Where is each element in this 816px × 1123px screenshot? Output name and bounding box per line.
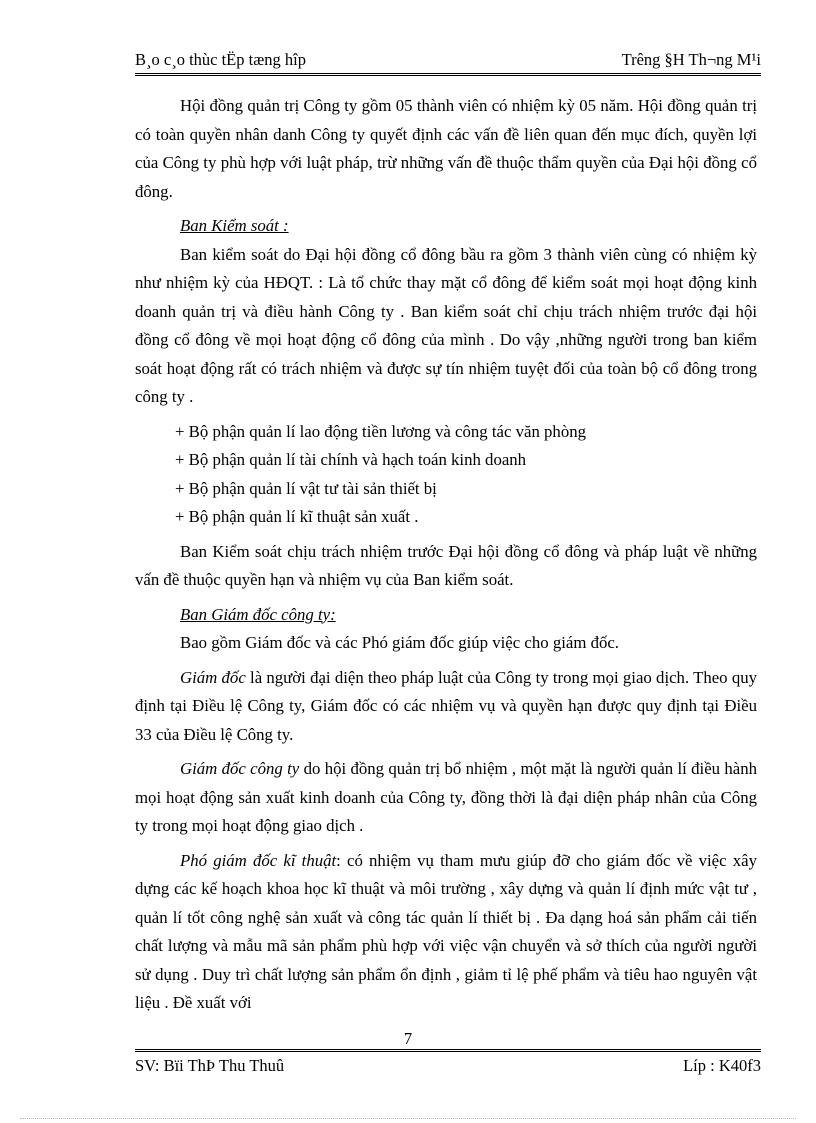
list-item: + Bộ phận quản lí tài chính và hạch toán kinh doanh — [175, 450, 527, 469]
paragraph-technical-deputy — [135, 847, 757, 1018]
department-list — [135, 418, 757, 532]
paragraph-board-of-directors: Hội đồng quản trị Công ty gồm 05 thành viên có nhiệm kỳ 05 năm. Hội đồng quản trị có toàn quyền nhân danh Công ty quyết định các vấn đề liên quan đến mục đích, quyền lợi của Công ty phù hợp với luật pháp, trừ những vấn đề thuộc thẩm quyền của Đại hội đồng cổ đông. — [135, 96, 757, 201]
footer-rule — [135, 1049, 761, 1052]
page-header — [135, 50, 761, 72]
header-rule — [135, 73, 761, 76]
paragraph-company-director-text: do hội đồng quản trị bổ nhiệm , một mặt là người quản lí điều hành mọi hoạt động sản xuất kinh doanh của Công ty, đồng thời là đại diện pháp nhân của Công ty trong mọi hoạt động giao dịch . — [135, 759, 757, 835]
header-university: Trêng §H Th¬ng M¹i — [621, 50, 761, 69]
header-report-title: B¸o c¸o thùc tËp tæng hîp — [135, 50, 306, 69]
heading-management-board-text: Ban Giám đốc công ty: — [180, 604, 336, 624]
list-item: + Bộ phận quản lí kĩ thuật sản xuất . — [175, 507, 419, 526]
document-body — [135, 92, 757, 1018]
page-footer — [135, 1056, 761, 1078]
page-boundary-line — [20, 1118, 796, 1119]
page-number: 7 — [403, 1029, 413, 1048]
paragraph-technical-deputy-text: : có nhiệm vụ tham mưu giúp đỡ cho giám đốc về việc xây dựng các kế hoạch khoa học kĩ thuật và môi trường , xây dựng và quản lí định mức vật tư , quản lí tốt công nghệ sản xuất và công tác quản lí thiết bị . Đa dạng hoá sản phẩm cải tiến chất lượng và mẫu mã sản phẩm phù hợp với việc vận chuyển và sở thích của người người sử dụng . Duy trì chất lượng sản phẩm ổn định , giảm tỉ lệ phế phẩm và tiêu hao nguyên vật liệu . Đề xuất với — [135, 850, 757, 1012]
paragraph-company-director — [135, 755, 757, 841]
paragraph-supervisory-responsibility: Ban Kiểm soát chịu trách nhiệm trước Đại hội đồng cổ đông và pháp luật về những vấn đề thuộc quyền hạn và nhiệm vụ của Ban kiểm soát. — [135, 541, 757, 589]
paragraph-management-composition: Bao gồm Giám đốc và các Phó giám đốc giúp việc cho giám đốc. — [180, 633, 619, 652]
heading-supervisory-board-text: Ban Kiểm soát : — [180, 216, 289, 235]
term-technical-deputy: Phó giám đốc kĩ thuật — [180, 850, 337, 870]
term-director: Giám đốc — [180, 667, 246, 687]
term-company-director: Giám đốc công ty — [180, 759, 300, 778]
heading-supervisory-board — [135, 212, 757, 241]
heading-management-board — [135, 601, 757, 630]
list-item: + Bộ phận quản lí vật tư tài sản thiết bị — [175, 478, 437, 498]
footer-class: Líp : K40f3 — [683, 1056, 761, 1075]
paragraph-director — [135, 664, 757, 750]
paragraph-supervisory-board: Ban kiểm soát do Đại hội đồng cổ đông bầu ra gồm 3 thành viên cùng có nhiệm kỳ như nhiệm kỳ của HĐQT. : Là tổ chức thay mặt cổ đông để kiểm soát mọi hoạt động kinh doanh quản trị và điều hành Công ty . Ban kiểm soát chỉ chịu trách nhiệm trước đại hội đồng cổ đông về mọi hoạt động cổ đông của mình . Do vậy ,những người trong ban kiểm soát hoạt động rất có trách nhiệm và được sự tín nhiệm tuyệt đối của toàn bộ cổ đông trong công ty . — [135, 244, 757, 406]
paragraph-director-text: là người đại diện theo pháp luật của Công ty trong mọi giao dịch. Theo quy định tại Điều lệ Công ty, Giám đốc có các nhiệm vụ và quyền hạn được quy định tại Điều 33 của Điều lệ Công ty. — [135, 667, 758, 744]
list-item: + Bộ phận quản lí lao động tiền lương và công tác văn phòng — [175, 421, 586, 441]
footer-student-name: SV: Bïi ThÞ Thu Thuû — [135, 1056, 285, 1075]
